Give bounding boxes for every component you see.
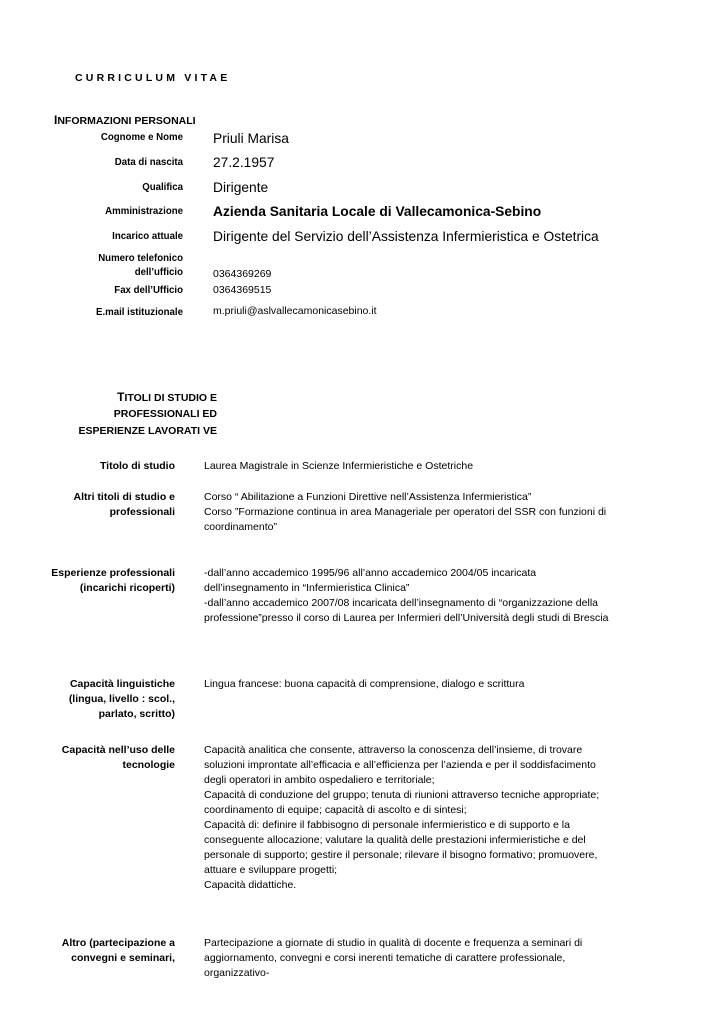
label-capacita-tecnologie (0, 743, 175, 773)
heading-initial: I (54, 113, 58, 127)
label-altri-titoli (0, 490, 175, 520)
titoli-heading-line1 (0, 389, 217, 407)
value-paragraph: Capacità didattiche. (204, 879, 297, 891)
value-capacita-linguistiche (204, 677, 620, 692)
label-amministrazione: Amministrazione (105, 205, 183, 217)
titoli-heading-line3: ESPERIENZE LAVORATI VE (78, 425, 217, 437)
label-line: Capacità nell’uso delle (61, 744, 175, 756)
label-line: Altro (partecipazione a (61, 937, 175, 949)
value-data-nascita: 27.2.1957 (213, 155, 275, 170)
label-esperienze (0, 566, 175, 596)
label-line: Esperienze professionali (51, 567, 175, 579)
label-line: Altri titoli di studio e (73, 491, 175, 503)
value-altro (204, 936, 620, 981)
value-incarico-attuale: Dirigente del Servizio dell’Assistenza Infermieristica e Ostetrica (213, 229, 599, 244)
label-line: professionali (109, 506, 175, 518)
titoli-heading-line2: PROFESSIONALI ED (113, 408, 217, 420)
label-capacita-linguistiche (0, 677, 175, 722)
value-capacita-tecnologie (204, 743, 620, 893)
label-numero-telefonico-2: dell’ufficio (134, 266, 183, 278)
personal-info-heading (54, 113, 196, 127)
titoli-heading-initial: T (117, 390, 125, 404)
label-numero-telefonico-1: Numero telefonico (98, 252, 183, 264)
label-line: Capacità linguistiche (69, 678, 175, 690)
value-paragraph: Capacità di conduzione del gruppo; tenuta di riunioni attraverso tecniche appropriate; coordinamento di equipe; capacità di ascolto e di sintesi; (204, 789, 600, 816)
value-fax: 0364369515 (213, 284, 272, 296)
label-line: convegni e seminari, (71, 952, 175, 964)
value-paragraph: Capacità analitica che consente, attraverso la conoscenza dell’insieme, di trovare soluzioni improntate all’efficacia e all’efficienza per l’azienda e per il soddisfacimento degli operatori in ambito ospedaliero e territoriale; (204, 744, 596, 786)
value-numero-telefonico: 0364369269 (213, 268, 272, 280)
label-line: parlato, scritto) (98, 708, 175, 720)
value-paragraph: Corso “ Abilitazione a Funzioni Direttive nell’Assistenza Infermieristica” (204, 491, 532, 503)
value-amministrazione: Azienda Sanitaria Locale di Vallecamonica-Sebino (213, 204, 542, 219)
value-qualifica: Dirigente (213, 180, 269, 195)
label-line: (incarichi ricoperti) (79, 582, 175, 594)
value-paragraph: Lingua francese: buona capacità di comprensione, dialogo e scrittura (204, 678, 525, 690)
value-paragraph: Corso ”Formazione continua in area Manageriale per operatori del SSR con funzioni di coordinamento” (204, 506, 607, 533)
label-qualifica: Qualifica (142, 181, 183, 193)
heading-rest: NFORMAZIONI PERSONALI (57, 115, 196, 127)
value-paragraph: Capacità di: definire il fabbisogno di personale infermieristico e di supporto e la conseguente allocazione; valutare la qualità delle prestazioni infermieristiche e del personale di supporto; gestire il personale; rilevare il bisogno formativo; promuovere, attuare e sviluppare progetti; (204, 819, 598, 876)
value-paragraph: Laurea Magistrale in Scienze Infermieristiche e Ostetriche (204, 460, 474, 472)
value-paragraph: Partecipazione a giornate di studio in qualità di docente e frequenza a seminari di aggiornamento, convegni e corsi inerenti tematiche di carattere professionale, organizzativo- (204, 937, 583, 979)
value-esperienze (204, 566, 620, 626)
value-paragraph: -dall’anno accademico 2007/08 incaricata dell’insegnamento di “organizzazione della professione”presso il corso di Laurea per Infermieri dell’Università degli studi di Brescia (204, 597, 609, 624)
label-titolo-studio (0, 459, 175, 474)
value-email: m.priuli@aslvallecamonicasebino.it (213, 305, 377, 317)
value-altri-titoli (204, 490, 620, 535)
label-incarico-attuale: Incarico attuale (112, 230, 183, 242)
label-line: (lingua, livello : scol., (68, 693, 175, 705)
label-data-nascita: Data di nascita (114, 156, 183, 168)
label-line: Titolo di studio (99, 460, 175, 472)
label-email: E.mail istituzionale (96, 306, 183, 318)
value-paragraph: -dall’anno accademico 1995/96 all’anno accademico 2004/05 incaricata dell’insegnamento in “Infermieristica Clinica” (204, 567, 537, 594)
label-fax: Fax dell’Ufficio (114, 284, 183, 296)
value-cognome-nome: Priuli Marisa (213, 131, 289, 146)
label-cognome-nome: Cognome e Nome (100, 131, 183, 143)
label-line: tecnologie (122, 759, 175, 771)
label-altro (0, 936, 175, 966)
titoli-heading-rest: ITOLI DI STUDIO E (124, 392, 217, 404)
document-title: CURRICULUM VITAE (75, 72, 231, 84)
value-titolo-studio (204, 459, 620, 474)
